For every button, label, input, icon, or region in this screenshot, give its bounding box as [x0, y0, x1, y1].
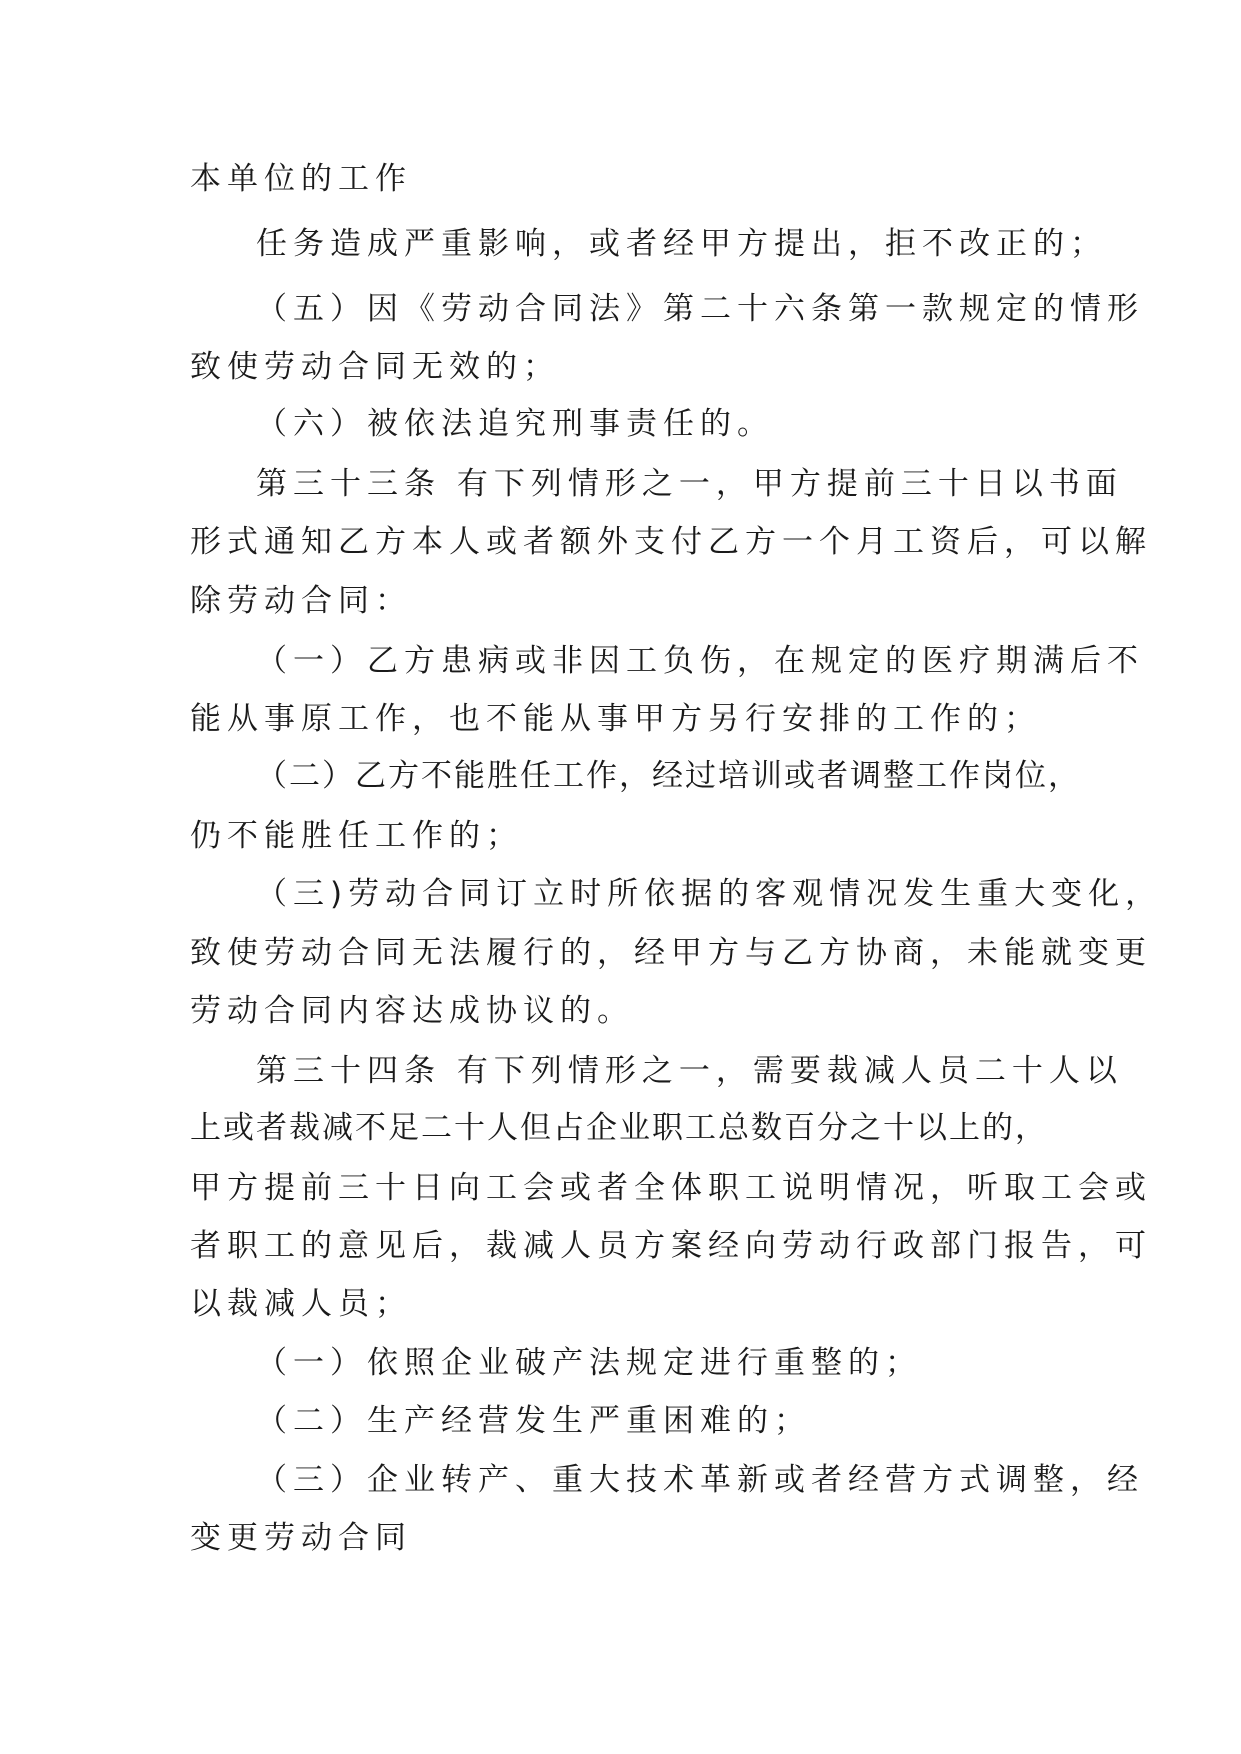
text-line: （二）生产经营发生严重困难的；	[256, 1403, 811, 1439]
text-line: （三)劳动合同订立时所依据的客观情况发生重大变化，	[256, 876, 1163, 912]
text-line: 能从事原工作，也不能从事甲方另行安排的工作的；	[190, 701, 1041, 737]
text-line: 本单位的工作	[190, 161, 412, 197]
text-line: 除劳动合同：	[190, 583, 412, 619]
text-line: 甲方提前三十日向工会或者全体职工说明情况，听取工会或	[190, 1170, 1152, 1206]
text-line: （五）因《劳动合同法》第二十六条第一款规定的情形	[256, 291, 1144, 327]
text-line: 以裁减人员；	[190, 1286, 412, 1322]
text-line: （一）乙方患病或非因工负伤，在规定的医疗期满后不	[256, 643, 1144, 679]
article-33-heading: 第三十三条 有下列情形之一，甲方提前三十日以书面	[256, 466, 1123, 502]
text-line: 上或者裁减不足二十人但占企业职工总数百分之十以上的，	[190, 1110, 1048, 1146]
text-line: 致使劳动合同无法履行的，经甲方与乙方协商，未能就变更	[190, 935, 1152, 971]
text-line: 仍不能胜任工作的；	[190, 818, 523, 854]
text-line: （二）乙方不能胜任工作，经过培训或者调整工作岗位，	[256, 758, 1081, 794]
text-line: 者职工的意见后，裁减人员方案经向劳动行政部门报告，可	[190, 1228, 1152, 1264]
text-line: 致使劳动合同无效的；	[190, 349, 560, 385]
text-line: （三）企业转产、重大技术革新或者经营方式调整，经	[256, 1462, 1144, 1498]
text-line: 劳动合同内容达成协议的。	[190, 993, 634, 1029]
text-line: （六）被依法追究刑事责任的。	[256, 406, 774, 442]
text-line: （一）依照企业破产法规定进行重整的；	[256, 1345, 922, 1381]
text-line: 任务造成严重影响，或者经甲方提出，拒不改正的；	[256, 226, 1107, 262]
text-line: 变更劳动合同	[190, 1520, 412, 1556]
article-34-heading: 第三十四条 有下列情形之一，需要裁减人员二十人以	[256, 1053, 1123, 1089]
text-line: 形式通知乙方本人或者额外支付乙方一个月工资后，可以解	[190, 524, 1152, 560]
